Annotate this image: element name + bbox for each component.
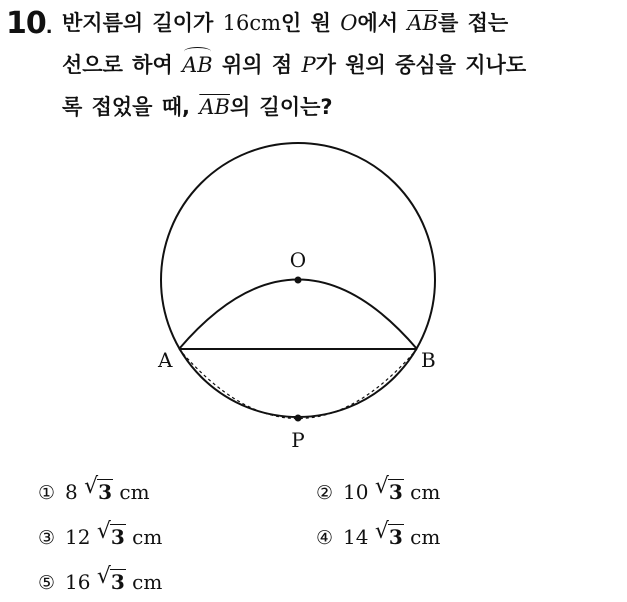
question-text: 위의 점 bbox=[221, 53, 293, 77]
choice-unit: cm bbox=[132, 525, 163, 549]
choice-number: ② bbox=[316, 482, 334, 504]
question-text: 의 길이는? bbox=[229, 95, 333, 119]
question-text: 인 원 bbox=[281, 11, 331, 35]
radical-sign: √ bbox=[84, 474, 99, 499]
radicand: 3 bbox=[388, 480, 403, 504]
folded-arc bbox=[179, 280, 417, 350]
choice-number: ④ bbox=[316, 527, 334, 549]
original-arc-dashed bbox=[179, 349, 417, 419]
sqrt-expression bbox=[84, 474, 113, 507]
choice-number: ① bbox=[38, 482, 56, 504]
choice-number: ③ bbox=[38, 527, 56, 549]
sqrt-expression bbox=[374, 519, 404, 552]
question-text: 가 원의 중심을 지나도 bbox=[315, 53, 527, 77]
question-text: 반지름의 길이가 bbox=[62, 11, 214, 35]
choice-coefficient: 10 bbox=[343, 480, 369, 504]
radical-sign: √ bbox=[374, 474, 389, 499]
choice-coefficient: 12 bbox=[65, 525, 91, 549]
radicand: 3 bbox=[388, 525, 403, 549]
point-p bbox=[295, 415, 302, 422]
label-o: O bbox=[289, 248, 307, 272]
label-a: A bbox=[158, 348, 173, 372]
question-text: 록 접었을 때, bbox=[62, 95, 191, 119]
arc-ab-text: AB bbox=[182, 53, 213, 77]
choice-4[interactable] bbox=[316, 519, 441, 553]
circle-name: O bbox=[340, 11, 358, 35]
choice-1[interactable] bbox=[38, 474, 150, 508]
choice-unit: cm bbox=[132, 570, 163, 594]
choice-unit: cm bbox=[119, 480, 150, 504]
label-p: P bbox=[291, 428, 305, 452]
radius-unit: cm bbox=[249, 11, 282, 35]
radical-sign: √ bbox=[96, 564, 111, 589]
radicand: 3 bbox=[110, 525, 125, 549]
question-text: 를 접는 bbox=[437, 11, 509, 35]
choice-number: ⑤ bbox=[38, 572, 56, 594]
choice-unit: cm bbox=[410, 525, 441, 549]
question-number-value: 10 bbox=[6, 6, 46, 41]
question-text: 선으로 하여 bbox=[62, 53, 173, 77]
choice-unit: cm bbox=[410, 480, 441, 504]
radical-sign: √ bbox=[96, 519, 111, 544]
radicand: 3 bbox=[98, 480, 113, 504]
choice-coefficient: 8 bbox=[65, 480, 78, 504]
center-point-o bbox=[295, 277, 302, 284]
radius-value: 16 bbox=[222, 11, 250, 35]
radical-sign: √ bbox=[374, 519, 389, 544]
label-b: B bbox=[421, 348, 436, 372]
sqrt-expression bbox=[374, 474, 404, 507]
point-p-label: P bbox=[301, 53, 316, 77]
chord-ab-label: $\overline{AB}$ bbox=[199, 95, 230, 119]
radicand: 3 bbox=[110, 570, 125, 594]
choice-coefficient: 14 bbox=[343, 525, 369, 549]
choice-5[interactable] bbox=[38, 564, 163, 598]
question-text: 에서 bbox=[357, 11, 399, 35]
sqrt-expression bbox=[96, 564, 126, 597]
choice-coefficient: 16 bbox=[65, 570, 91, 594]
question-number-dot: . bbox=[45, 17, 52, 38]
sqrt-expression bbox=[96, 519, 126, 552]
choice-2[interactable] bbox=[316, 474, 441, 508]
choice-3[interactable] bbox=[38, 519, 163, 553]
chord-ab-label: $\overline{AB}$ bbox=[407, 11, 438, 35]
